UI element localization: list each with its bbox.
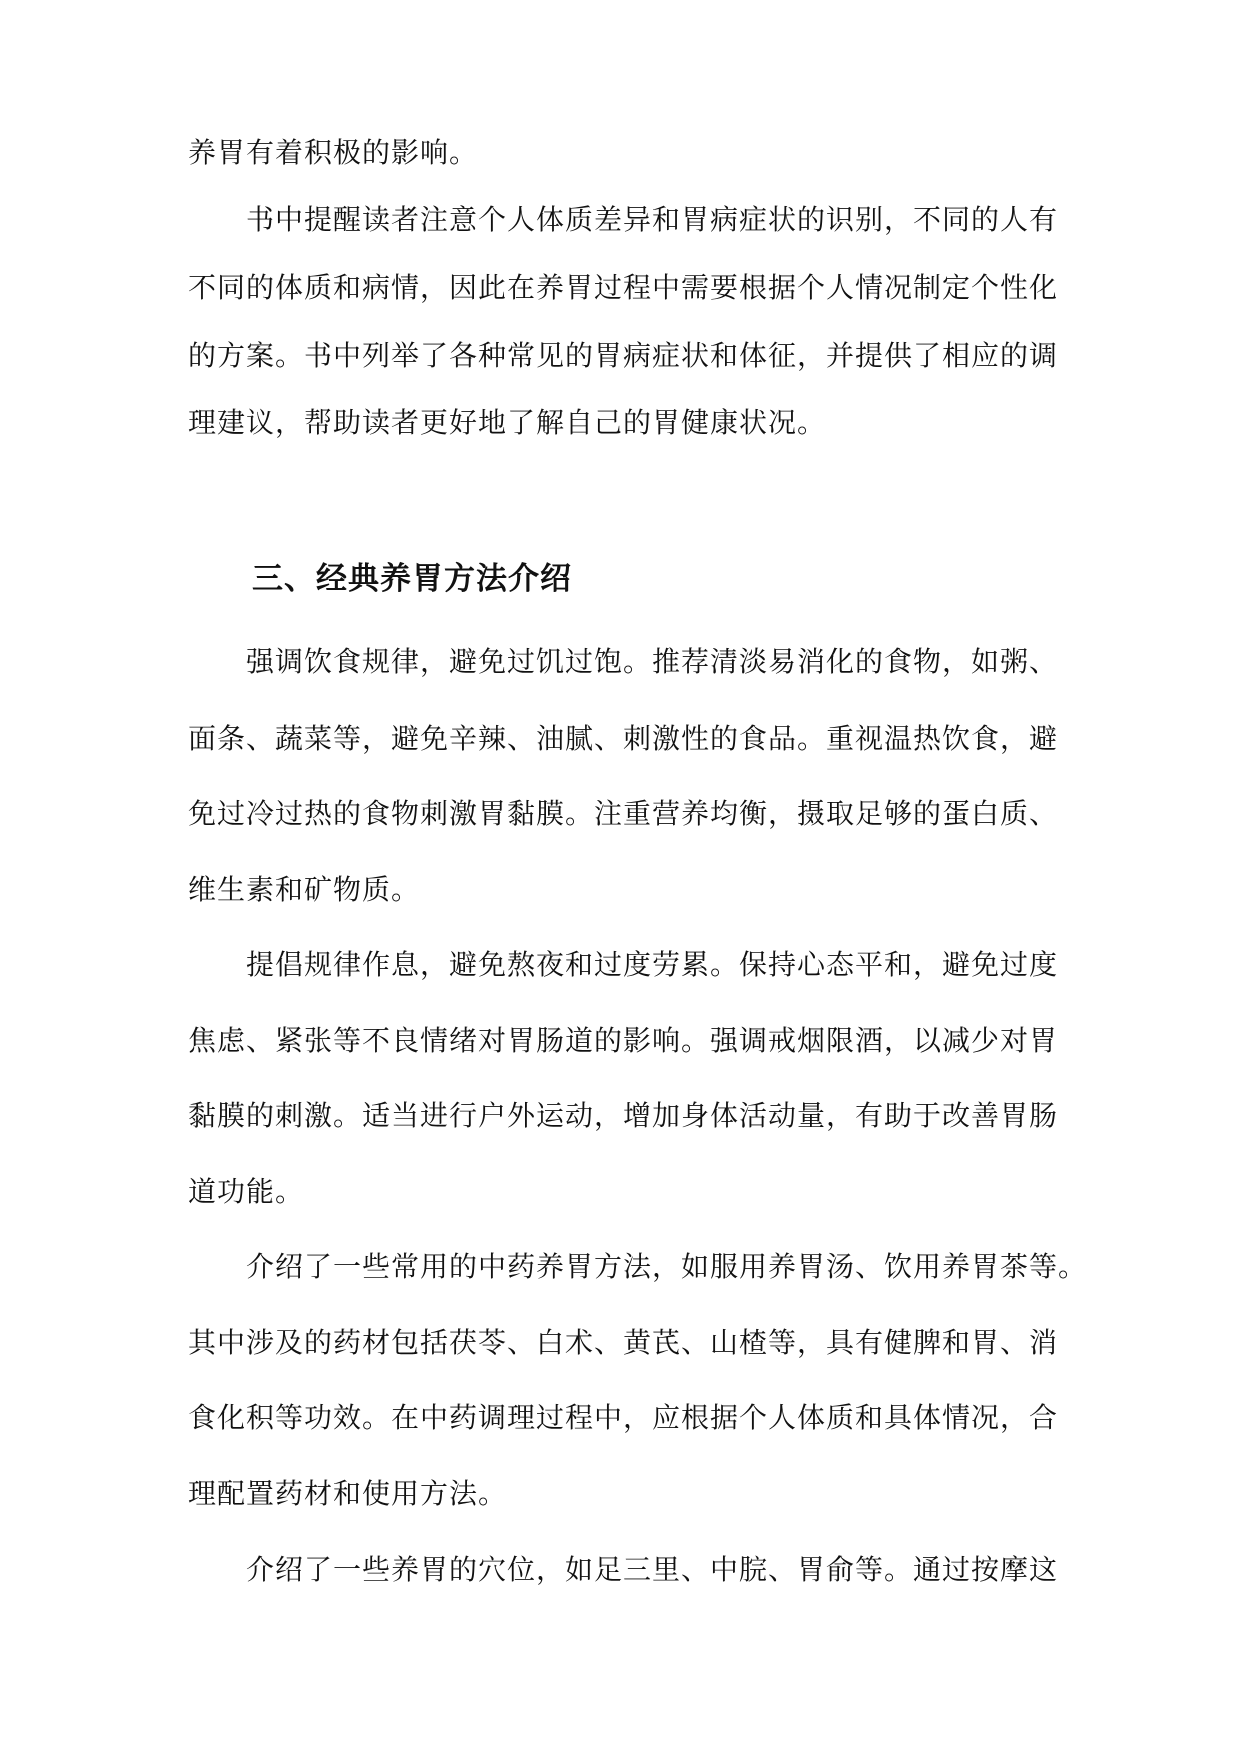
paragraph-line: 道功能。	[188, 1175, 305, 1208]
paragraph-line: 强调饮食规律，避免过饥过饱。推荐清淡易消化的食物，如粥、	[246, 645, 1059, 678]
paragraph-line: 书中提醒读者注意个人体质差异和胃病症状的识别，不同的人有	[246, 203, 1059, 236]
paragraph-line: 食化积等功效。在中药调理过程中，应根据个人体质和具体情况，合	[188, 1401, 1059, 1434]
paragraph-line: 免过冷过热的食物刺激胃黏膜。注重营养均衡，摄取足够的蛋白质、	[188, 797, 1059, 830]
paragraph-line: 介绍了一些养胃的穴位，如足三里、中脘、胃俞等。通过按摩这	[246, 1553, 1059, 1586]
paragraph-line: 面条、蔬菜等，避免辛辣、油腻、刺激性的食品。重视温热饮食，避	[188, 722, 1059, 755]
paragraph-line: 维生素和矿物质。	[188, 873, 421, 906]
paragraph-line: 不同的体质和病情，因此在养胃过程中需要根据个人情况制定个性化	[188, 271, 1059, 304]
paragraph-line: 焦虑、紧张等不良情绪对胃肠道的影响。强调戒烟限酒，以减少对胃	[188, 1024, 1059, 1057]
paragraph-line: 介绍了一些常用的中药养胃方法，如服用养胃汤、饮用养胃茶等。	[246, 1250, 1088, 1283]
paragraph-line: 理建议，帮助读者更好地了解自己的胃健康状况。	[188, 406, 827, 439]
paragraph-line: 提倡规律作息，避免熬夜和过度劳累。保持心态平和，避免过度	[246, 948, 1059, 981]
paragraph-line: 的方案。书中列举了各种常见的胃病症状和体征，并提供了相应的调	[188, 339, 1059, 372]
paragraph-line: 黏膜的刺激。适当进行户外运动，增加身体活动量，有助于改善胃肠	[188, 1099, 1059, 1132]
section-heading: 三、经典养胃方法介绍	[252, 561, 572, 597]
paragraph-line: 养胃有着积极的影响。	[188, 136, 479, 169]
paragraph-line: 理配置药材和使用方法。	[188, 1477, 508, 1510]
paragraph-line: 其中涉及的药材包括茯苓、白术、黄芪、山楂等，具有健脾和胃、消	[188, 1326, 1059, 1359]
